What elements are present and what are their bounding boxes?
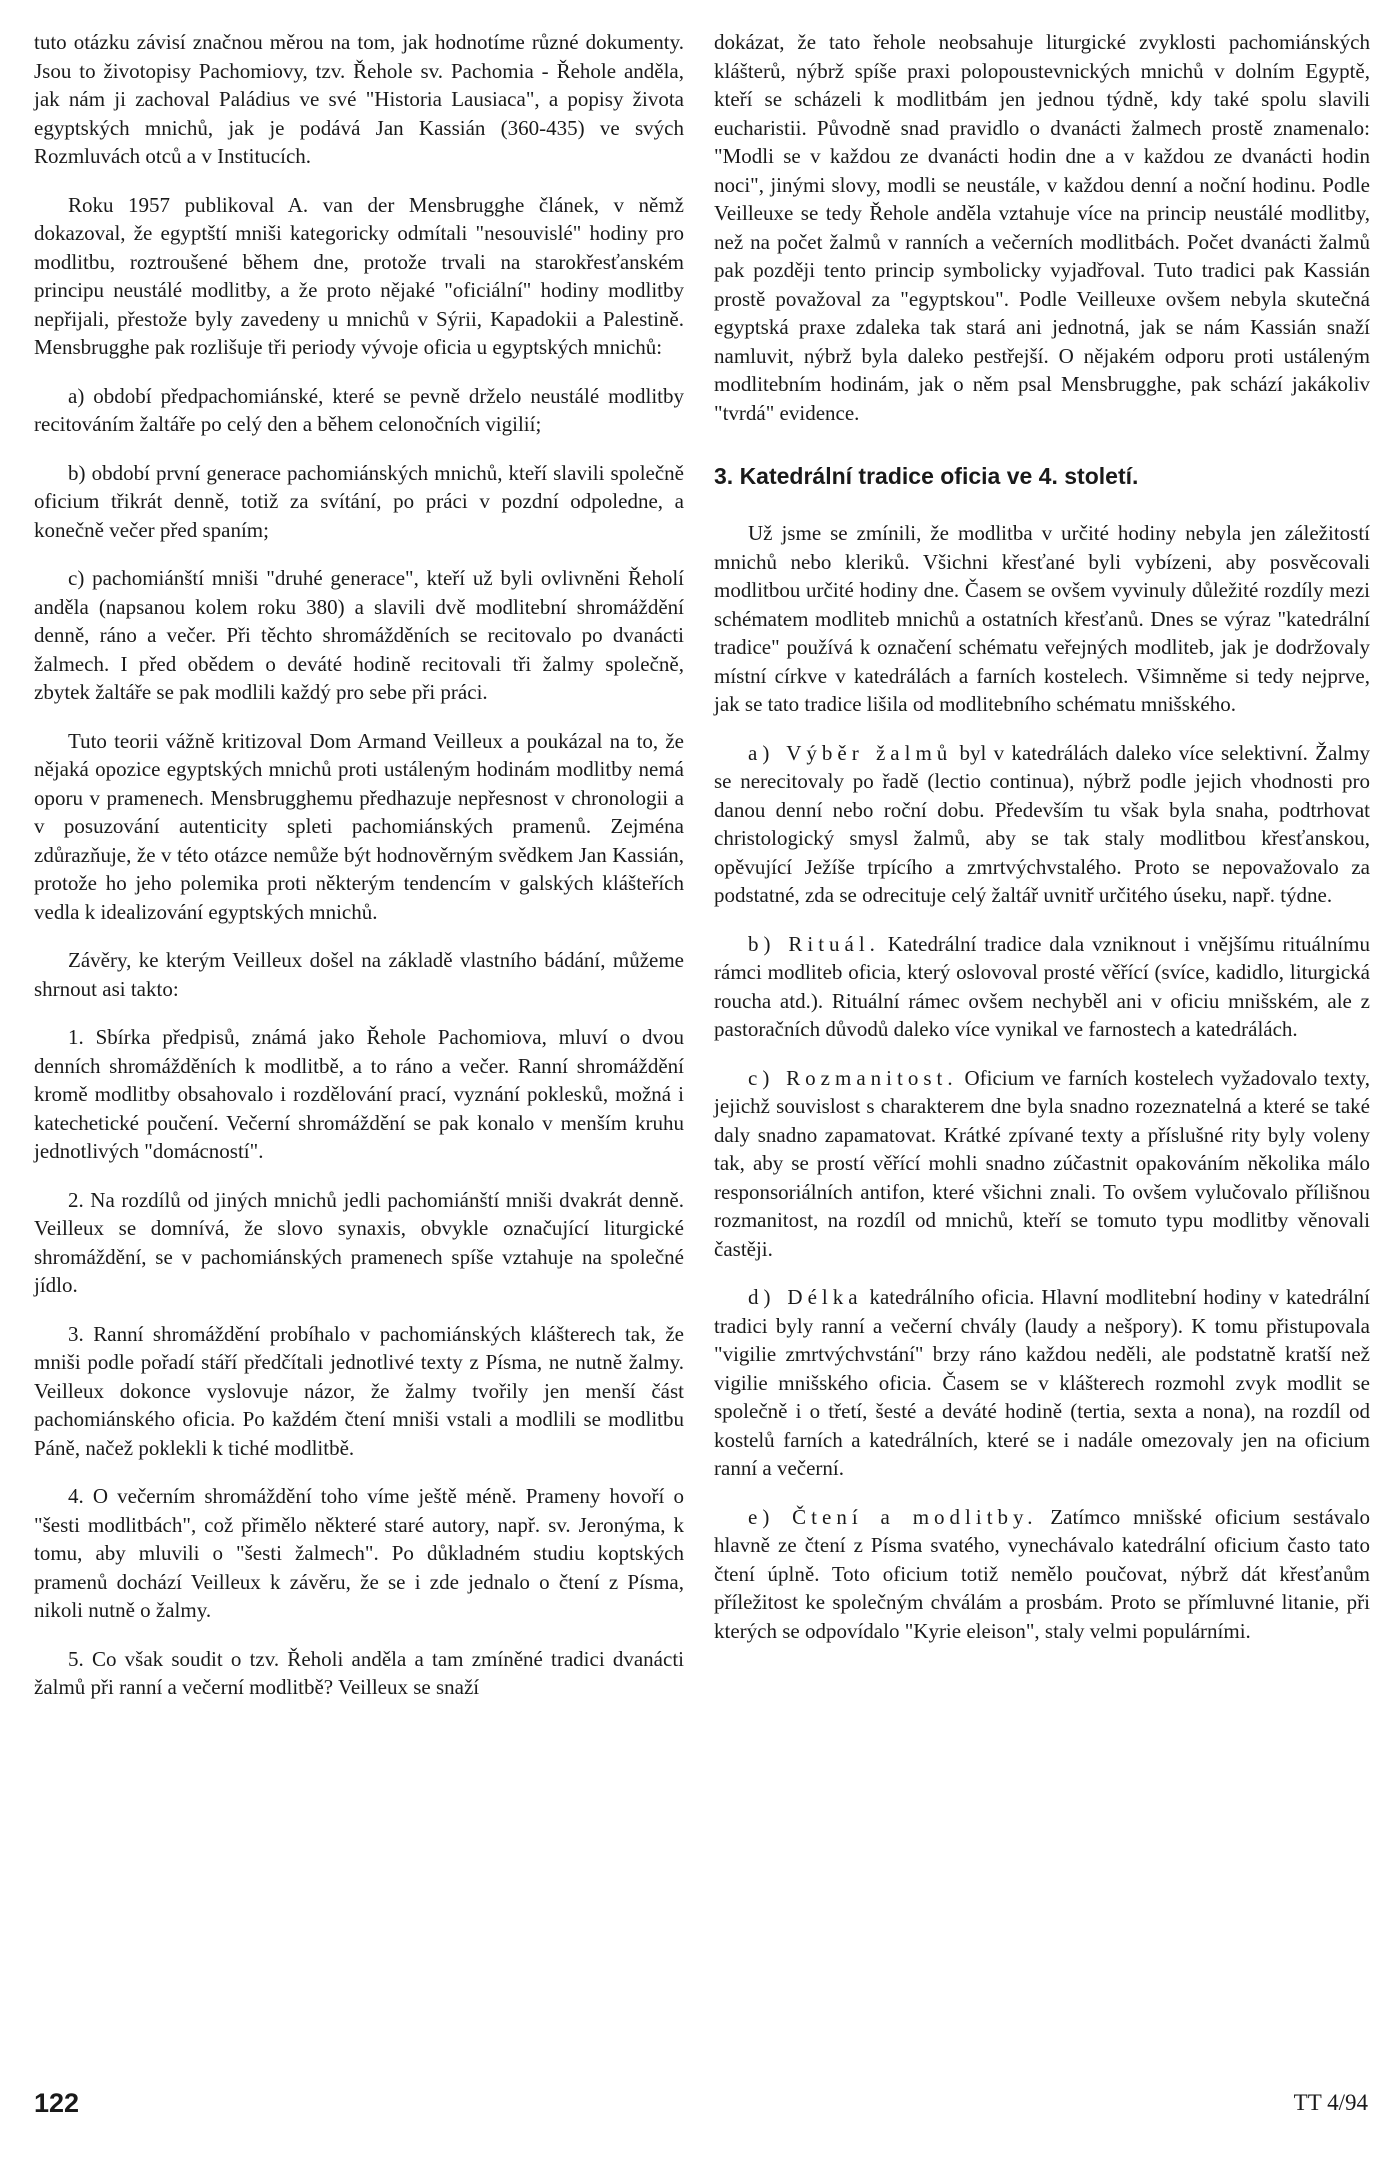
- section-heading: 3. Katedrální tradice oficia ve 4. století.: [714, 463, 1139, 489]
- item-text: Oficium ve farních kostelech vyžadovalo texty, jejichž souvislost s charakterem dne byla snadno rozeznatelná a které se také daly snadno zapamatovat. Krátké zpívané texty a příslušné rity byly voleny tak, aby se prostí věřící mohli snadno zúčastnit opakováním několika málo responsoriálních antifon, které všichni znali. To ovšem vylučovalo přílišnou rozmanitost, na rozdíl od mnichů, kteří se tomuto typu modlitby věnovali častěji.: [714, 1065, 1370, 1261]
- item-text: Zatímco mnišské oficium sestávalo hlavně ze čtení z Písma svatého, vynechávalo katedrální oficium často tato čtení úplně. Toto oficium totiž nemělo poučovat, nýbrž dát křesťanům příležitost ke společným chválám a prosbám. Proto se přímluvné litanie, při kterých se odpovídalo "Kyrie eleison", staly velmi populárními.: [714, 1504, 1371, 1643]
- page-number: 122: [34, 2088, 80, 2118]
- list-item: b) období první generace pachomiánských mnichů, kteří slavili společně oficium třikrát denně, totiž za svítání, po práci v pozdní odpoledne, a konečně večer před spaním;: [34, 460, 684, 542]
- item-label: b) Rituál.: [748, 931, 880, 956]
- paragraph: tuto otázku závisí značnou měrou na tom, jak hodnotíme různé dokumenty. Jsou to životopisy Pachomiovy, tzv. Řehole sv. Pachomia - Řehole anděla, jak nám ji zachoval Paládius ve své "Historia Lausiaca", a popisy života egyptských mnichů, jak je podává Jan Kassián (360-435) ve svých Rozmluvách otců a v Institucích.: [34, 30, 684, 168]
- list-item: a) období předpachomiánské, které se pevně drželo neustálé modlitby recitováním žaltáře po celý den a během celonočních vigilií;: [34, 383, 684, 436]
- issue-label: TT 4/94: [1293, 2090, 1368, 2115]
- list-item: 5. Co však soudit o tzv. Řeholi anděla a tam zmíněné tradici dvanácti žalmů při ranní a večerní modlitbě? Veilleux se snaží: [34, 1646, 684, 1699]
- paragraph: Roku 1957 publikoval A. van der Mensbrugghe článek, v němž dokazoval, že egyptští mniši kategoricky odmítali "nesouvislé" hodiny pro modlitbu, roztroušené během dne, protože trvali na starokřesťanském principu neustálé modlitby, a že proto nějaké "oficiální" hodiny modlitby nepřijali, přestože byly zavedeny u mnichů v Sýrii, Kapadokii a Palestině. Mensbrugghe pak rozlišuje tři periody vývoje oficia u egyptských mnichů:: [34, 192, 684, 359]
- paragraph: Tuto teorii vážně kritizoval Dom Armand Veilleux a poukázal na to, že nějaká opozice egyptských mnichů proti ustáleným hodinám modlitby nemá oporu v pramenech. Mensbrugghemu předhazuje nepřesnost v chronologii a v posuzování autenticity spleti pachomiánských pramenů. Zejména zdůrazňuje, že v této otázce nemůže být hodnověrným svědkem Jan Kassián, protože ho jeho polemika proti některým tendencím v galských klášteřích vedla k idealizování egyptských mnichů.: [34, 728, 684, 924]
- list-item-b: [714, 930, 1370, 1044]
- list-item-c: [714, 1064, 1370, 1264]
- item-text: Katedrální tradice dala vzniknout i vnějšímu rituálnímu rámci modliteb oficia, který oslovoval prosté věřící (svíce, kadidlo, liturgická roucha atd.). Rituální rámec ovšem nechyběl ani v oficiu mnišském, ale z pastoračních důvodů daleko více vynikal ve farnostech a katedrálách.: [714, 931, 1370, 1041]
- list-item-a: [714, 739, 1370, 910]
- item-label: c) Rozmanitost.: [748, 1065, 958, 1090]
- item-label: e) Čtení a modlitby.: [748, 1504, 1038, 1529]
- paragraph: Už jsme se zmínili, že modlitba v určité hodiny nebyla jen záležitostí mnichů nebo kleriků. Všichni křesťané byli vybízeni, aby posvěcovali modlitbou určité hodiny dne. Časem se ovšem vyvinuly důležité rozdíly mezi schématem modliteb mnichů a ostatních křesťanů. Dnes se výraz "katedrální tradice" používá k označení schématu veřejných modliteb, jak je dodržovaly místní církve v katedrálách a farních kostelech. Všimněme si tedy nejprve, jak se tato tradice lišila od modlitebního schématu mnišského.: [714, 521, 1370, 716]
- list-item: 1. Sbírka předpisů, známá jako Řehole Pachomiova, mluví o dvou denních shromážděních k modlitbě, a to ráno a večer. Ranní shromáždění kromě modlitby obsahovalo i rozdělování prací, vyznání poklesků, možná i katechetické poučení. Večerní shromáždění se pak konalo v menším kruhu jednotlivých "domácností".: [34, 1025, 684, 1163]
- list-item-d: [714, 1283, 1370, 1483]
- item-text: byl v katedrálách daleko více selektivní. Žalmy se nerecitovaly po řadě (lectio continua), nýbrž podle jejich vhodnosti pro danou denní nebo roční dobu. Především tu však byla snaha, podtrhovat christologický smysl žalmů, aby se tak staly modlitbou křesťanskou, opěvující Ježíše trpícího a zmrtvýchvstalého. Proto se nepovažovalo za podstatné, zda se odrecituje celý žaltář uvnitř určitého úseku, např. týdne.: [714, 740, 1370, 907]
- right-column: [714, 28, 1370, 1665]
- list-item: c) pachomiánští mniši "druhé generace", kteří už byli ovlivněni Řeholí anděla (napsanou kolem roku 380) a slavili dvě modlitební shromáždění denně, ráno a večer. Při těchto shromážděních se recitovalo po dvanácti žalmech. I před obědem o deváté hodině recitovali tři žalmy společně, zbytek žaltáře se pak modlili každý pro sebe při práci.: [34, 566, 684, 704]
- item-text: katedrálního oficia. Hlavní modlitební hodiny v katedrální tradici byly ranní a večerní chvály (laudy a nešpory). K tomu přistupovala "vigilie zmrtvýchvstání" brzy ráno každou neděli, ale podstatně kratší než vigilie mnišského oficia. Časem se v klášterech rozmohl zvyk modlit se společně i o třetí, šesté a deváté hodině (tertia, sexta a nona), na rozdíl od kostelů farních a katedrálních, které se i nadále omezovaly jen na oficium ranní a večerní.: [714, 1285, 1370, 1480]
- list-item: 3. Ranní shromáždění probíhalo v pachomiánských klášterech tak, že mniši podle pořadí stáří předčítali jednotlivé texty z Písma, ne nutně žalmy. Veilleux dokonce vyslovuje názor, že žalmy tvořily jen menší část pachomiánského oficia. Po každém čtení mniši vstali a modlili se modlitbu Páně, načež poklekli k tiché modlitbě.: [34, 1321, 684, 1460]
- left-column: [34, 28, 684, 1722]
- paragraph: Závěry, ke kterým Veilleux došel na základě vlastního bádání, můžeme shrnout asi takto:: [34, 948, 684, 1001]
- list-item: 4. O večerním shromáždění toho víme ještě méně. Prameny hovoří o "šesti modlitbách", což přimělo některé staré autory, např. sv. Jeronýma, k tomu, aby mluvili o "šesti žalmech". Po důkladném studiu koptských pramenů dochází Veilleux k závěru, že se i zde jednalo o čtení z Písma, nikoli nutně o žalmy.: [34, 1484, 684, 1622]
- paragraph: dokázat, že tato řehole neobsahuje liturgické zvyklosti pachomiánských klášterů, nýbrž spíše praxi polopoustevnických mnichů v dolním Egyptě, kteří se scházeli k modlitbám jen jednou týdně, kdy také spolu slavili eucharistii. Původně snad pravidlo o dvanácti žalmech prostě znamenalo: "Modli se v každou ze dvanácti hodin dne a v každou ze dvanácti hodin noci", jinými slovy, modli se neustále, v každou denní a noční hodinu. Podle Veilleuxe se tedy Řehole anděla vztahuje více na princip neustálé modlitby, než na počet žalmů v ranních a večerních modlitbách. Počet dvanácti žalmů pak později tento princip symbolicky vyjadřoval. Tuto tradici pak Kassián prostě považoval za "egyptskou". Podle Veilleuxe ovšem nebyla skutečná egyptská praxe zdaleka tak stará ani jednotná, jak se nám Kassián snaží namluvit, nýbrž byla daleko pestřejší. O nějakém odporu proti ustáleným modlitebním hodinám, jak o něm psal Mensbrugghe, pak schází jakákoliv "tvrdá" evidence.: [714, 30, 1370, 425]
- list-item-e: [714, 1503, 1370, 1646]
- item-label: d) Délka: [748, 1285, 863, 1309]
- list-item: 2. Na rozdílů od jiných mnichů jedli pachomiánští mniši dvakrát denně. Veilleux se domnívá, že slovo synaxis, obvykle označující liturgické shromáždění, se v pachomiánských pramenech spíše vztahuje na společné jídlo.: [34, 1187, 684, 1297]
- item-label: a) Výběr žalmů: [748, 740, 953, 765]
